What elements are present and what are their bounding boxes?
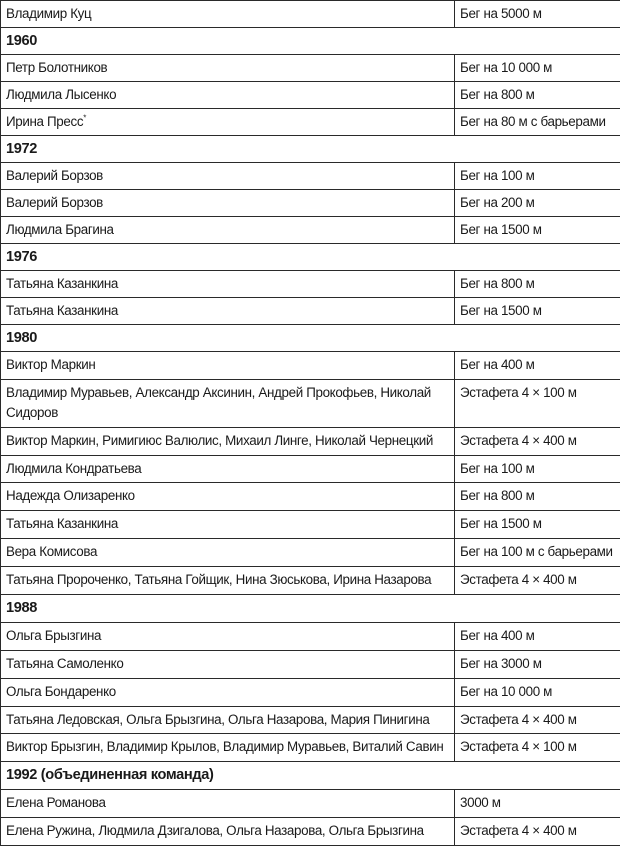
athlete-name: Ирина Пресс [6,114,83,129]
athlete-cell: Людмила Кондратьева [1,455,455,483]
year-header-row [1,28,620,55]
event-cell: Бег на 400 м [455,622,620,650]
event-cell: Бег на 80 м с барьерами [455,109,620,136]
athlete-cell: Валерий Борзов [1,190,455,217]
year-header-row [1,595,620,623]
table-row [1,109,620,136]
athlete-cell: Татьяна Казанкина [1,298,455,325]
table-row [1,379,620,427]
table-row [1,650,620,678]
event-cell: Эстафета 4 × 400 м [455,567,620,595]
year-header-row [1,762,620,790]
event-cell: Бег на 1500 м [455,217,620,244]
year-heading: 1976 [1,244,620,271]
table-row [1,622,620,650]
event-cell: Бег на 800 м [455,271,620,298]
event-cell: Бег на 1500 м [455,511,620,539]
athlete-cell: Татьяна Пророченко, Татьяна Гойщик, Нина Зюськова, Ирина Назарова [1,567,455,595]
athlete-cell: Петр Болотников [1,55,455,82]
athlete-cell: Виктор Маркин, Римигиюс Валюлис, Михаил Линге, Николай Чернецкий [1,427,455,455]
table-row [1,163,620,190]
table-row [1,271,620,298]
year-header-row [1,325,620,352]
year-heading: 1988 [1,595,620,623]
event-cell: Бег на 3000 м [455,650,620,678]
athlete-cell: Елена Ружина, Людмила Дзигалова, Ольга Назарова, Ольга Брызгина [1,818,455,846]
athlete-cell: Виктор Маркин [1,352,455,380]
table-row [1,190,620,217]
athlete-cell: Надежда Олизаренко [1,483,455,511]
table-row [1,55,620,82]
table-row [1,298,620,325]
athlete-cell: Ольга Бондаренко [1,678,455,706]
year-heading: 1992 (объединенная команда) [1,762,620,790]
table-row [1,483,620,511]
event-cell: Бег на 10 000 м [455,55,620,82]
athlete-cell: Татьяна Казанкина [1,511,455,539]
athlete-cell: Виктор Брызгин, Владимир Крылов, Владимир Муравьев, Виталий Савин [1,734,455,762]
event-cell: Эстафета 4 × 100 м [455,379,620,427]
table-row [1,818,620,846]
year-header-row [1,136,620,163]
year-header-row [1,244,620,271]
athlete-cell: Татьяна Казанкина [1,271,455,298]
table-row [1,734,620,762]
event-cell: Бег на 10 000 м [455,678,620,706]
event-cell: Эстафета 4 × 400 м [455,706,620,734]
athlete-cell: Татьяна Самоленко [1,650,455,678]
athlete-cell: Людмила Брагина [1,217,455,244]
athlete-cell: Людмила Лысенко [1,82,455,109]
table-row [1,1,620,28]
year-heading: 1972 [1,136,620,163]
table-row [1,217,620,244]
event-cell: Бег на 5000 м [455,1,620,28]
event-cell: Бег на 100 м [455,163,620,190]
event-cell: Бег на 800 м [455,82,620,109]
table-row [1,678,620,706]
table-row [1,567,620,595]
athlete-cell [1,109,455,136]
table-row [1,790,620,818]
table-row [1,82,620,109]
footnote-mark: * [83,114,86,123]
table-row [1,455,620,483]
event-cell: 3000 м [455,790,620,818]
athlete-cell: Владимир Куц [1,1,455,28]
athlete-cell: Валерий Борзов [1,163,455,190]
event-cell: Эстафета 4 × 400 м [455,818,620,846]
table-row [1,352,620,380]
athlete-cell: Татьяна Ледовская, Ольга Брызгина, Ольга Назарова, Мария Пинигина [1,706,455,734]
athlete-cell: Вера Комисова [1,539,455,567]
year-heading: 1980 [1,325,620,352]
event-cell: Эстафета 4 × 400 м [455,427,620,455]
event-cell: Бег на 800 м [455,483,620,511]
event-cell: Бег на 100 м [455,455,620,483]
table-row [1,706,620,734]
year-heading: 1960 [1,28,620,55]
event-cell: Бег на 1500 м [455,298,620,325]
event-cell: Бег на 200 м [455,190,620,217]
table-row [1,539,620,567]
athlete-cell: Ольга Брызгина [1,622,455,650]
table-row [1,511,620,539]
event-cell: Бег на 100 м с барьерами [455,539,620,567]
event-cell: Бег на 400 м [455,352,620,380]
event-cell: Эстафета 4 × 100 м [455,734,620,762]
athlete-cell: Владимир Муравьев, Александр Аксинин, Андрей Прокофьев, Николай Сидоров [1,379,455,427]
table-row [1,427,620,455]
athlete-cell: Елена Романова [1,790,455,818]
